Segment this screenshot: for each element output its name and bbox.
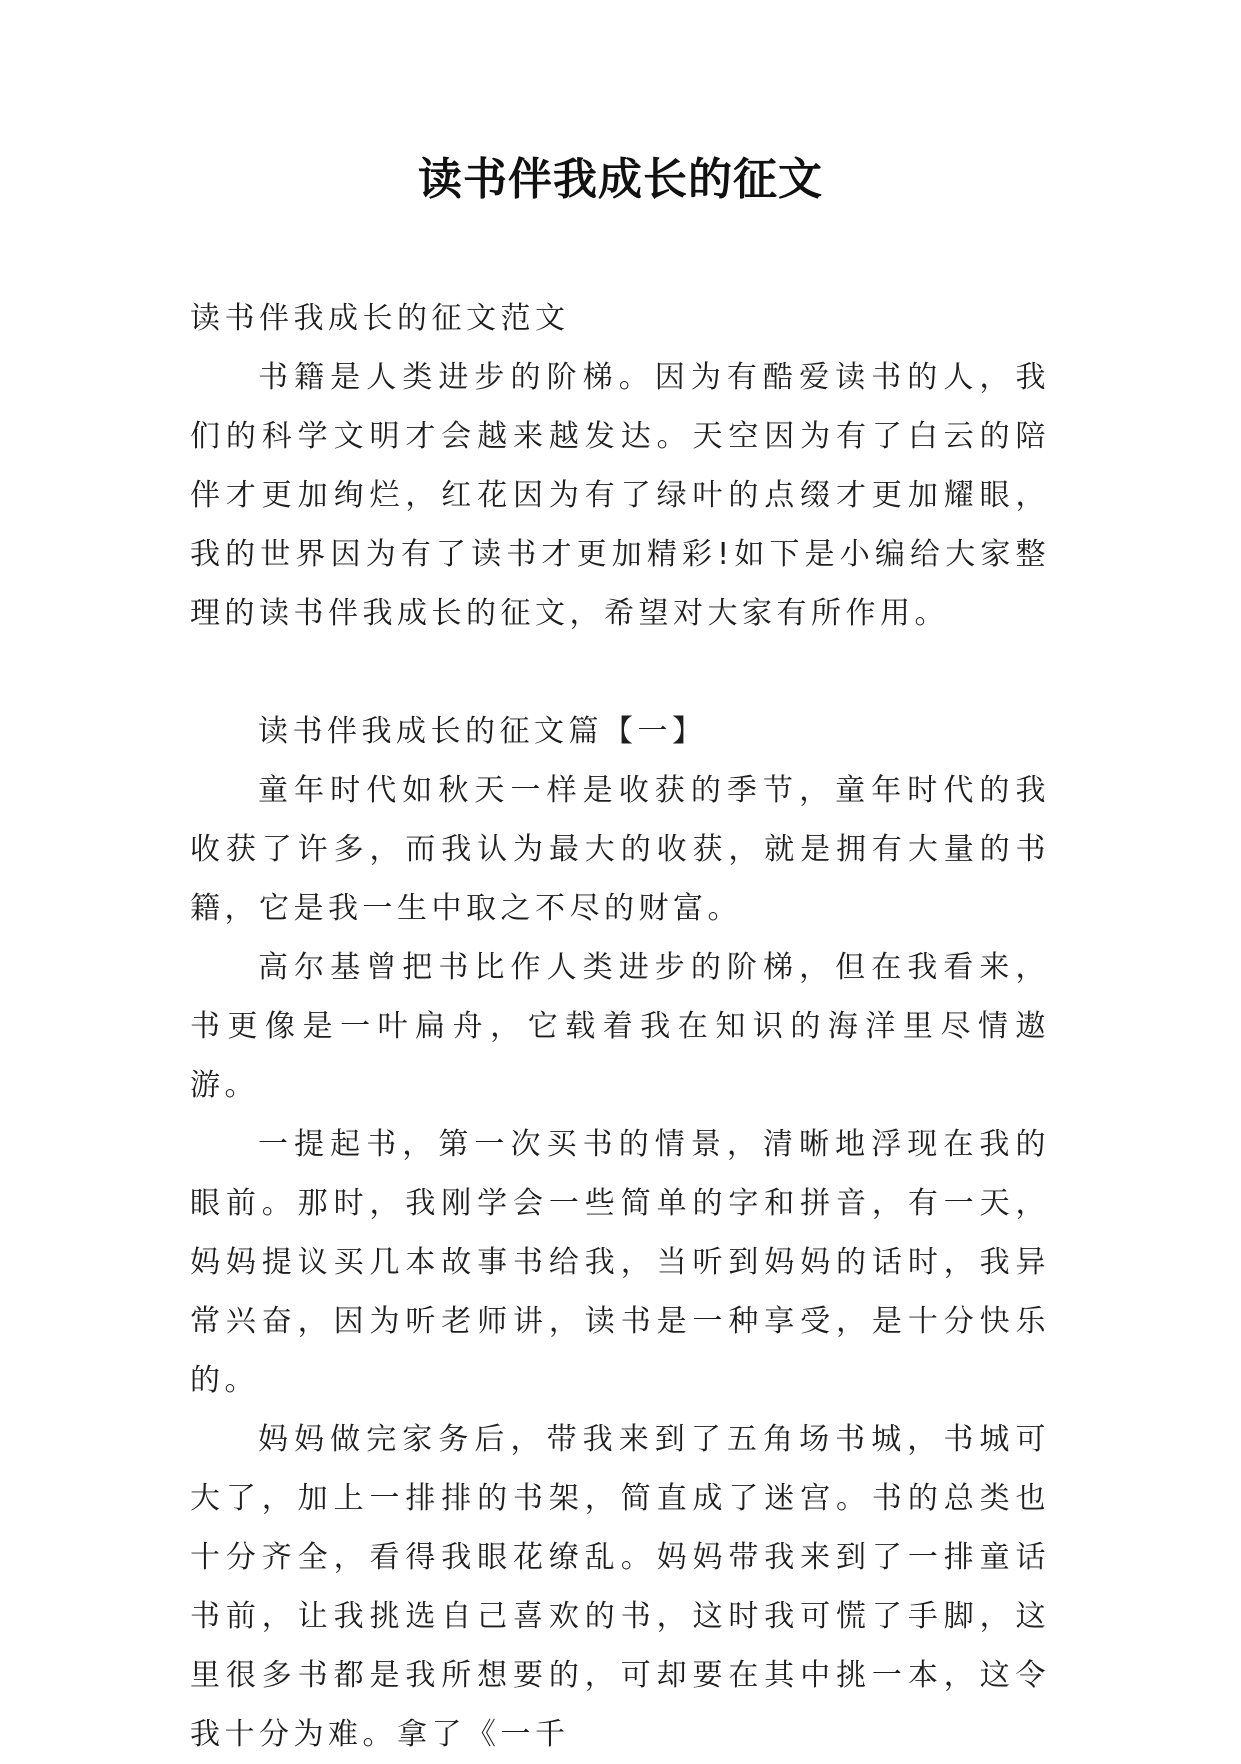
body-paragraph: 一提起书，第一次买书的情景，清晰地浮现在我的眼前。那时，我刚学会一些简单的字和拼音，有一天，妈妈提议买几本故事书给我，当听到妈妈的话时，我异常兴奋，因为听老师讲，读书是一种享受，是十分快乐的。 — [190, 1127, 1050, 1398]
document-subtitle: 读书伴我成长的征文范文 — [190, 301, 570, 336]
section-heading: 读书伴我成长的征文篇【一】 — [258, 714, 707, 749]
body-paragraph: 高尔基曾把书比作人类进步的阶梯，但在我看来，书更像是一叶扁舟，它载着我在知识的海洋里尽情遨游。 — [190, 950, 1050, 1103]
paragraph-spacer — [190, 643, 1050, 702]
document-body — [190, 289, 1050, 1764]
intro-paragraph: 书籍是人类进步的阶梯。因为有酷爱读书的人，我们的科学文明才会越来越发达。天空因为有了白云的陪伴才更加绚烂，红花因为有了绿叶的点缀才更加耀眼，我的世界因为有了读书才更加精彩!如下是小编给大家整理的读书伴我成长的征文，希望对大家有所作用。 — [190, 360, 1050, 631]
body-paragraph: 童年时代如秋天一样是收获的季节，童年时代的我收获了许多，而我认为最大的收获，就是拥有大量的书籍，它是我一生中取之不尽的财富。 — [190, 773, 1050, 926]
document-title: 读书伴我成长的征文 — [418, 154, 823, 205]
body-paragraph: 妈妈做完家务后，带我来到了五角场书城，书城可大了，加上一排排的书架，简直成了迷宫。书的总类也十分齐全，看得我眼花缭乱。妈妈带我来到了一排童话书前，让我挑选自己喜欢的书，这时我可慌了手脚，这里很多书都是我所想要的，可却要在其中挑一本，这令我十分为难。拿了《一千 — [190, 1422, 1050, 1752]
